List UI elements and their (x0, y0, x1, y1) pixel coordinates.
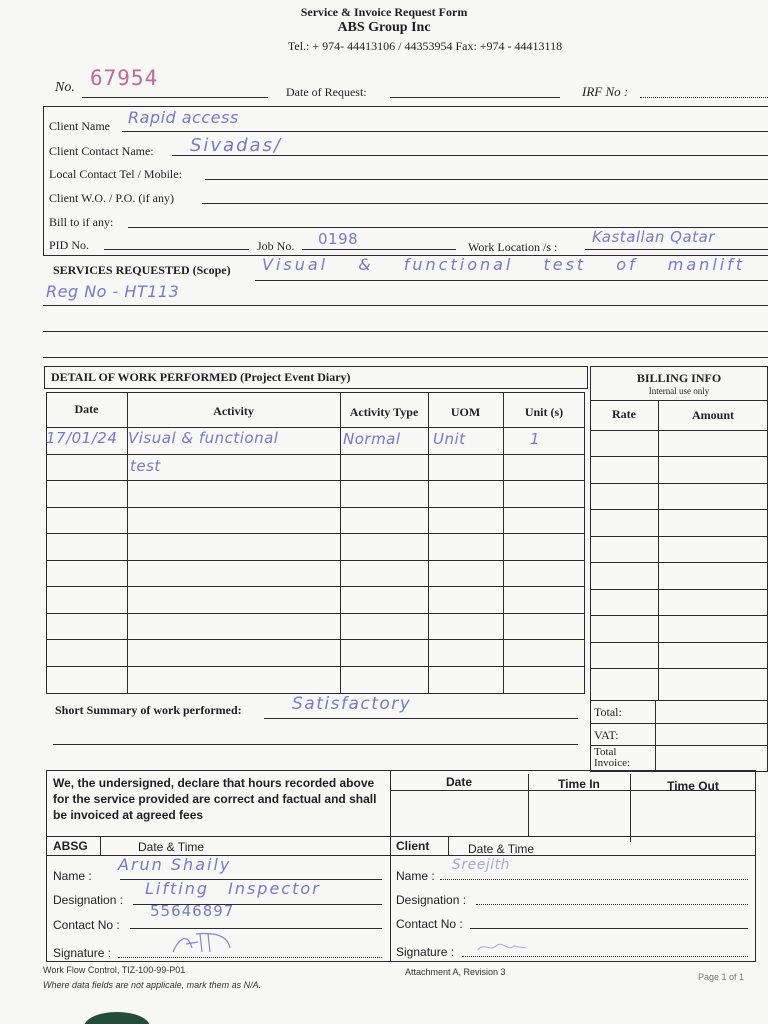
billing-row-1 (590, 430, 768, 431)
billing-row-5 (590, 536, 768, 537)
billing-amount-header: Amount (691, 408, 734, 422)
client-signature-mark (474, 938, 530, 956)
bill-to-label: Bill to if any: (49, 215, 114, 229)
row2-activity: test (130, 457, 161, 475)
row-line-2 (46, 454, 585, 455)
date-of-request-label: Date of Request: (286, 85, 367, 99)
declaration-bottom-line (46, 836, 756, 837)
billing-header-top (590, 400, 768, 401)
declaration-time-out-header: Time Out (667, 779, 719, 793)
row1-units: 1 (530, 430, 541, 448)
absg-label: ABSG (53, 839, 88, 853)
row-line-1 (46, 427, 585, 428)
absg-signature-mark (168, 930, 238, 956)
logo-fragment (84, 1012, 150, 1024)
form-title: Service & Invoice Request Form (300, 5, 468, 19)
client-name-field[interactable] (122, 131, 768, 132)
work-detail-title: DETAIL OF WORK PERFORMED (Project Event Diary) (51, 370, 351, 384)
services-line-3[interactable] (43, 331, 768, 332)
col-line-4 (503, 392, 504, 694)
row-line-6 (46, 560, 585, 561)
work-location-field[interactable] (585, 249, 768, 250)
col-header-activity: Activity (213, 404, 254, 418)
billing-row-2 (590, 456, 768, 457)
company-contact: Tel.: + 974- 44413106 / 44353954 Fax: +974 - 44413118 (287, 39, 563, 53)
totals-col-line (655, 700, 656, 772)
work-location-label: Work Location /s : (468, 240, 558, 254)
billing-row-8 (590, 615, 768, 616)
absg-contact-label: Contact No : (53, 918, 120, 932)
row-line-3 (46, 480, 585, 481)
client-wo-label: Client W.O. / P.O. (if any) (49, 191, 174, 205)
no-line (82, 97, 268, 98)
billing-info-title: BILLING INFO (636, 371, 722, 385)
billing-row-6 (590, 562, 768, 563)
local-tel-field[interactable] (205, 179, 768, 180)
client-sign-contact-label: Contact No : (396, 917, 463, 931)
client-sign-designation-label: Designation : (396, 893, 467, 907)
services-line-2[interactable] (43, 305, 768, 306)
absg-signature-field[interactable] (118, 957, 382, 958)
pid-field[interactable] (104, 249, 249, 250)
client-sign-contact-field[interactable] (470, 928, 748, 929)
services-requested-label: SERVICES REQUESTED (Scope) (53, 263, 231, 277)
billing-row-3 (590, 483, 768, 484)
col-header-date: Date (74, 402, 99, 416)
client-contact-name-value: Sivadas/ (190, 135, 283, 156)
job-no-field[interactable] (302, 249, 456, 250)
col-header-activity-type: Activity Type (349, 405, 419, 419)
client-sign-signature-field[interactable] (462, 956, 748, 957)
irf-label: IRF No : (582, 84, 629, 99)
absg-label-divider (100, 836, 101, 855)
absg-signature-label: Signature : (53, 946, 112, 960)
services-value-2: Reg No - HT113 (46, 282, 180, 301)
billing-rate-header: Rate (612, 407, 636, 421)
declaration-time-in-header: Time In (558, 777, 600, 791)
pid-label: PID No. (49, 238, 90, 252)
billing-row-10 (590, 668, 768, 669)
billing-row-7 (590, 589, 768, 590)
col-header-uom: UOM (450, 405, 481, 419)
row-line-7 (46, 586, 585, 587)
services-line-1[interactable] (255, 280, 768, 281)
client-wo-field[interactable] (202, 203, 768, 204)
absg-name-value: Arun Shaily (118, 855, 232, 874)
client-sign-designation-field[interactable] (476, 904, 748, 905)
absg-contact-field[interactable] (130, 928, 382, 929)
no-label: No. (55, 80, 75, 95)
billing-row-11 (590, 700, 768, 701)
client-sign-signature-label: Signature : (396, 945, 455, 959)
row1-date: 17/01/24 (46, 429, 118, 447)
declaration-col-1 (528, 774, 529, 836)
services-value-1: Visual & functional test of manlift (262, 255, 746, 274)
client-sign-name-field[interactable] (440, 879, 748, 880)
row-line-8 (46, 613, 585, 614)
col-line-3 (428, 392, 429, 694)
client-sign-name-value: Sreejith (452, 857, 511, 873)
col-header-units: Unit (s) (524, 405, 564, 419)
client-datetime-label: Date & Time (468, 842, 535, 856)
billing-internal-use: Internal use only (648, 386, 710, 396)
declaration-col-2 (630, 774, 631, 842)
summary-field[interactable] (264, 718, 578, 719)
footer-note: Where data fields are not applicale, mark them as N/A. (43, 980, 262, 990)
client-name-label: Client Name (49, 119, 110, 133)
irf-field[interactable] (640, 97, 768, 98)
absg-designation-label: Designation : (53, 893, 124, 907)
summary-label: Short Summary of work performed: (55, 703, 242, 717)
footer-attachment: Attachment A, Revision 3 (405, 967, 506, 977)
row-line-9 (46, 639, 585, 640)
work-location-value: Kastallan Qatar (592, 228, 715, 246)
client-contact-name-label: Client Contact Name: (49, 144, 154, 158)
billing-vat-label: VAT: (594, 728, 619, 742)
absg-datetime-label: Date & Time (138, 840, 205, 854)
local-tel-label: Local Contact Tel / Mobile: (49, 167, 182, 181)
declaration-text: We, the undersigned, declare that hours recorded above for the service provided are correct and factual and shall be invoiced at agreed fees (53, 776, 377, 822)
billing-total-invoice-label: Total Invoice: (594, 746, 631, 769)
billing-row-4 (590, 509, 768, 510)
footer-page: Page 1 of 1 (698, 972, 745, 982)
row-line-4 (46, 507, 585, 508)
services-line-4[interactable] (43, 357, 768, 358)
client-name-value: Rapid access (128, 108, 239, 127)
row1-activity-type: Normal (343, 430, 401, 448)
totals-line-2 (590, 745, 768, 746)
job-no-label: Job No. (257, 239, 295, 253)
row1-activity: Visual & functional (128, 429, 279, 447)
declaration-header-line (390, 790, 756, 791)
billing-row-9 (590, 642, 768, 643)
footer-control: Work Flow Control, TIZ-100-99-P01 (43, 965, 186, 975)
billing-col-line (658, 400, 659, 700)
client-sign-label: Client (396, 839, 430, 853)
company-name: ABS Group Inc (337, 20, 431, 35)
row-line-10 (46, 666, 585, 667)
summary-value: Satisfactory (292, 694, 412, 714)
absg-name-label: Name : (53, 869, 92, 883)
row1-uom: Unit (433, 430, 466, 448)
job-no-value: 0198 (318, 230, 359, 248)
client-label-divider (448, 836, 449, 855)
summary-line-2[interactable] (53, 744, 578, 745)
col-line-2 (340, 392, 341, 694)
declaration-divider (390, 770, 391, 962)
client-sign-name-label: Name : (396, 869, 435, 883)
form-number: 67954 (90, 66, 159, 90)
declaration-date-header: Date (445, 775, 472, 789)
date-of-request-field[interactable] (390, 97, 560, 98)
absg-designation-value: Lifting Inspector (145, 879, 321, 898)
totals-line-1 (590, 723, 768, 724)
billing-total-label: Total: (594, 705, 622, 719)
absg-contact-value: 55646897 (150, 902, 235, 920)
row-line-5 (46, 533, 585, 534)
